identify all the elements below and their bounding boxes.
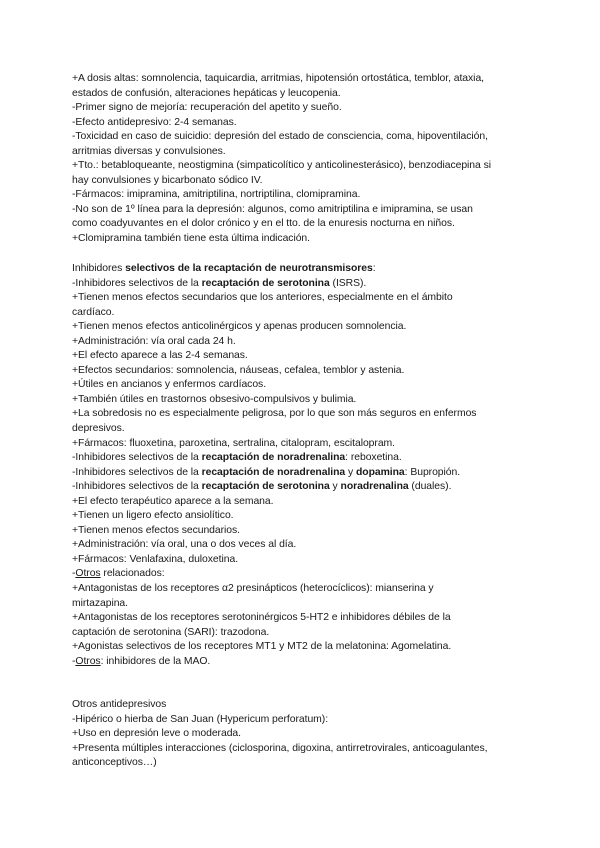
text-line: +Tienen menos efectos anticolinérgicos y apenas producen somnolencia.: [72, 321, 407, 333]
nor-prefix: -Inhibidores selectivos de la: [72, 452, 202, 464]
text-line: depresivos.: [72, 423, 125, 435]
isrs-line: [72, 277, 552, 292]
text-line: +Antagonistas de los receptores serotoninérgicos 5-HT2 e inhibidores débiles de la: [72, 612, 451, 624]
text-line: -No son de 1º línea para la depresión: algunos, como amitriptilina e imipramina, se usan: [72, 203, 473, 215]
text-line: +El efecto terapéutico aparece a la semana.: [72, 495, 274, 507]
text-line: +Agonistas selectivos de los receptores MT1 y MT2 de la melatonina: Agomelatina.: [72, 641, 452, 653]
sero-nor-line: [72, 480, 552, 495]
text-line: +Administración: vía oral cada 24 h.: [72, 335, 236, 347]
isrs-prefix: -Inhibidores selectivos de la: [72, 277, 202, 289]
otros-label: Otros: [75, 568, 101, 580]
nd-mid: y: [345, 466, 356, 478]
section-heading: Otros antidepresivos: [72, 699, 167, 710]
sn-suffix: (duales).: [408, 481, 452, 493]
nd-prefix: -Inhibidores selectivos de la: [72, 466, 202, 478]
text-line: estados de confusión, alteraciones hepáticas y leucopenia.: [72, 87, 341, 99]
text-line: +Antagonistas de los receptores α2 presinápticos (heterocíclicos): mianserina y: [72, 583, 434, 595]
selective-inhibitors-section: [72, 262, 552, 669]
heading-prefix: Inhibidores: [72, 263, 126, 274]
nd-suffix: : Bupropión.: [404, 466, 461, 478]
text-line: +Uso en depresión leve o moderada.: [72, 728, 241, 740]
sn-mid: y: [329, 481, 341, 493]
sn-bold-2: noradrenalina: [340, 481, 409, 493]
otros-mao-line: [72, 655, 552, 670]
nor-suffix: : reboxetina.: [345, 452, 402, 464]
nor-line: [72, 451, 552, 466]
section-heading: [72, 262, 552, 277]
text-line: +Fármacos: Venlafaxina, duloxetina.: [72, 553, 239, 565]
text-line: +También útiles en trastornos obsesivo-compulsivos y bulimia.: [72, 393, 357, 405]
sn-prefix: -Inhibidores selectivos de la: [72, 481, 202, 493]
text-line: mirtazapina.: [72, 597, 128, 609]
text-line: +La sobredosis no es especialmente peligrosa, por lo que son más seguros en enfermos: [72, 408, 477, 420]
otros2-dash: -: [72, 655, 76, 667]
nd-bold-1: recaptación de noradrenalina: [201, 466, 346, 478]
isrs-suffix: (ISRS).: [329, 277, 367, 289]
tricyclic-section: [72, 72, 552, 247]
text-line: +Tto.: betabloqueante, neostigmina (simpaticolítico y anticolinesterásico), benzodiacepina si: [72, 160, 492, 172]
text-line: -Efecto antidepresivo: 2-4 semanas.: [72, 116, 237, 128]
text-line: cardíaco.: [72, 306, 115, 318]
text-line: +Tienen menos efectos secundarios.: [72, 524, 241, 536]
nor-dopa-line: [72, 466, 552, 481]
otros2-suffix: : inhibidores de la MAO.: [100, 655, 211, 667]
text-line: +Presenta múltiples interacciones (ciclosporina, digoxina, antirretrovirales, anticoagulantes,: [72, 742, 488, 754]
nd-bold-2: dopamina: [355, 466, 405, 478]
text-line: +Clomipramina también tiene esta última indicación.: [72, 233, 310, 245]
otros-line: [72, 567, 552, 582]
text-line: anticonceptivos…): [72, 757, 157, 769]
isrs-bold: recaptación de serotonina: [201, 277, 330, 289]
otros2-label: Otros: [75, 655, 101, 667]
heading-suffix: :: [372, 263, 376, 274]
text-line: +El efecto aparece a las 2-4 semanas.: [72, 350, 248, 362]
text-line: -Toxicidad en caso de suicidio: depresión del estado de consciencia, coma, hipoventilación,: [72, 131, 488, 143]
text-line: -Primer signo de mejoría: recuperación del apetito y sueño.: [72, 102, 342, 114]
text-line: como coadyuvantes en el dolor crónico y en el tto. de la enuresis nocturna en niños.: [72, 218, 455, 230]
otros-suffix: relacionados:: [100, 568, 165, 580]
text-line: +A dosis altas: somnolencia, taquicardia, arritmias, hipotensión ortostática, temblor, ataxia,: [72, 73, 485, 84]
text-line: +Tienen menos efectos secundarios que los anteriores, especialmente en el ámbito: [72, 292, 453, 304]
text-line: +Efectos secundarios: somnolencia, náuseas, cefalea, temblor y astenia.: [72, 364, 405, 376]
other-antidepressants-section: [72, 698, 552, 771]
nor-bold: recaptación de noradrenalina: [201, 452, 346, 464]
text-line: -Fármacos: imipramina, amitriptilina, nortriptilina, clomipramina.: [72, 189, 361, 201]
text-line: -Hipérico o hierba de San Juan (Hypericum perforatum):: [72, 713, 329, 725]
text-line: +Tienen un ligero efecto ansiolítico.: [72, 510, 234, 522]
otros-dash: -: [72, 568, 76, 580]
text-line: hay convulsiones y bicarbonato sódico IV.: [72, 174, 263, 186]
sn-bold-1: recaptación de serotonina: [201, 481, 330, 493]
text-line: +Administración: vía oral, una o dos veces al día.: [72, 539, 297, 551]
text-line: +Útiles en ancianos y enfermos cardíacos.: [72, 379, 267, 391]
text-line: captación de serotonina (SARI): trazodona.: [72, 626, 270, 638]
text-line: arritmias diversas y convulsiones.: [72, 145, 226, 157]
text-line: +Fármacos: fluoxetina, paroxetina, sertralina, citalopram, escitalopram.: [72, 437, 395, 449]
heading-bold: selectivos de la recaptación de neurotransmisores: [125, 263, 373, 274]
